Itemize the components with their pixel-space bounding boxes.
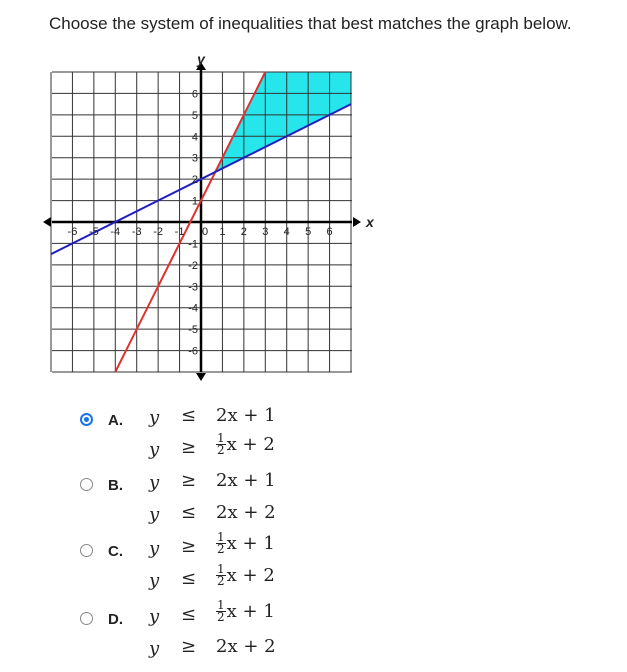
y-tick-label: 3 xyxy=(191,152,198,165)
fraction-numerator: 1 xyxy=(217,530,225,544)
choice-letter: A. xyxy=(108,412,123,429)
variable-y: y xyxy=(149,439,160,460)
fraction xyxy=(216,433,226,456)
expression-text: 2x + 1 xyxy=(216,405,276,426)
x-tick-label: 4 xyxy=(283,226,290,238)
variable-y: y xyxy=(149,538,160,559)
choice-letter: D. xyxy=(108,611,123,628)
x-tick-label: -4 xyxy=(110,226,121,238)
choice-b[interactable] xyxy=(0,470,627,530)
inequality-row xyxy=(0,636,627,662)
expression-text: 2x + 2 xyxy=(216,502,276,523)
fraction-denominator: 2 xyxy=(217,542,225,556)
y-tick-label: -6 xyxy=(188,345,198,358)
inequality-expression xyxy=(216,433,275,456)
inequality-row xyxy=(0,502,627,528)
inequality-row xyxy=(0,598,627,630)
inequality-row xyxy=(0,405,627,431)
expression-text: 2x + 2 xyxy=(216,636,276,657)
inequality-symbol: ≤ xyxy=(181,502,197,523)
inequality-row xyxy=(0,431,627,463)
x-tick-label: 3 xyxy=(262,226,269,238)
x-tick-label: -6 xyxy=(67,226,78,238)
variable-y: y xyxy=(149,472,160,493)
expression-text: x + 1 xyxy=(226,601,275,622)
inequality-expression xyxy=(216,470,276,491)
choice-letter: B. xyxy=(108,477,123,494)
y-tick-label: 4 xyxy=(191,131,198,144)
fraction xyxy=(216,564,226,587)
inequality-row xyxy=(0,562,627,594)
shaded-region xyxy=(215,72,351,172)
x-tick-label: 1 xyxy=(219,226,226,238)
fraction-denominator: 2 xyxy=(217,443,225,457)
y-tick-label: 1 xyxy=(191,195,198,208)
fraction-numerator: 1 xyxy=(217,562,225,576)
x-tick-label: 0 xyxy=(201,226,209,238)
y-tick-label: 2 xyxy=(191,174,198,187)
y-tick-label: -4 xyxy=(188,302,198,315)
choice-d[interactable] xyxy=(0,598,627,664)
fraction xyxy=(216,600,226,623)
inequality-expression xyxy=(216,405,276,426)
choice-c[interactable] xyxy=(0,530,627,596)
inequality-symbol: ≤ xyxy=(181,568,197,589)
x-tick-label: -5 xyxy=(88,226,99,238)
choice-letter: C. xyxy=(108,543,123,560)
inequality-expression xyxy=(216,636,276,657)
inequality-symbol: ≥ xyxy=(181,636,197,657)
x-tick-label: -3 xyxy=(131,226,142,238)
inequality-expression xyxy=(216,600,275,623)
fraction-denominator: 2 xyxy=(217,574,225,588)
variable-y: y xyxy=(149,504,160,525)
x-tick-label: 5 xyxy=(305,226,312,238)
choice-a[interactable] xyxy=(0,405,627,465)
x-tick-label: -2 xyxy=(153,226,164,238)
inequality-expression xyxy=(216,502,276,523)
y-tick-label: -3 xyxy=(188,281,198,294)
x-tick-label: 6 xyxy=(326,226,333,238)
inequality-symbol: ≥ xyxy=(181,536,197,557)
x-tick-label: 2 xyxy=(240,226,247,238)
question-text: Choose the system of inequalities that best matches the graph below. xyxy=(49,14,572,33)
variable-y: y xyxy=(149,407,160,428)
y-tick-label: -5 xyxy=(188,324,198,337)
expression-text: x + 1 xyxy=(226,533,275,554)
fraction xyxy=(216,532,226,555)
inequality-row xyxy=(0,530,627,562)
expression-text: x + 2 xyxy=(226,565,275,586)
fraction-denominator: 2 xyxy=(217,610,225,624)
expression-text: x + 2 xyxy=(226,434,275,455)
inequality-symbol: ≤ xyxy=(181,604,197,625)
inequality-row xyxy=(0,470,627,496)
expression-text: 2x + 1 xyxy=(216,470,276,491)
inequality-symbol: ≤ xyxy=(181,405,197,426)
variable-y: y xyxy=(149,606,160,627)
fraction-numerator: 1 xyxy=(217,431,225,445)
y-tick-label: -2 xyxy=(188,259,198,272)
x-axis-arrow-left xyxy=(43,217,51,227)
y-tick-label: -1 xyxy=(188,238,198,251)
inequality-expression xyxy=(216,532,275,555)
y-axis-arrow-down xyxy=(196,373,206,381)
inequality-expression xyxy=(216,564,275,587)
y-tick-label: 5 xyxy=(191,109,198,122)
x-tick-label: -1 xyxy=(174,226,185,238)
variable-y: y xyxy=(149,570,160,591)
inequality-symbol: ≥ xyxy=(181,470,197,491)
inequality-symbol: ≥ xyxy=(181,437,197,458)
x-axis-label: x xyxy=(366,214,374,230)
variable-y: y xyxy=(149,638,160,659)
x-axis-arrow-right xyxy=(353,217,361,227)
y-axis-label: y xyxy=(197,51,205,67)
fraction-numerator: 1 xyxy=(217,598,225,612)
y-tick-label: 6 xyxy=(191,88,198,101)
